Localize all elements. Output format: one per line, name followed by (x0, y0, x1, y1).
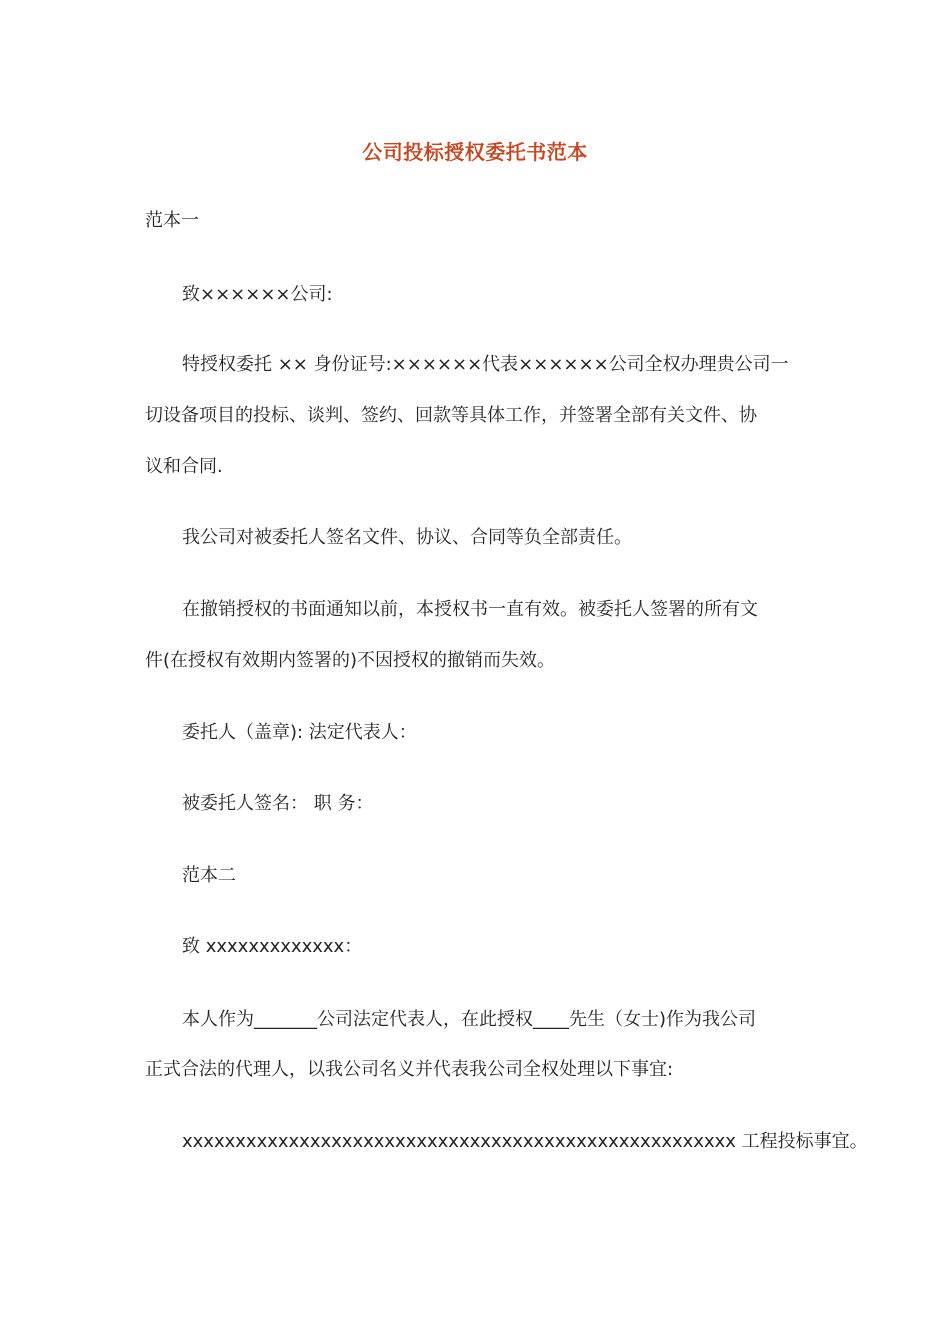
addressee-x: 致 xxxxxxxxxxxxx： (182, 936, 363, 957)
authorization-paragraph-line-1: 特授权委托 ×× 身份证号:××××××代表××××××公司全权办理贵公司一 (182, 354, 789, 375)
authorization-paragraph-line-2: 切设备项目的投标、谈判、签约、回款等具体工作，并签署全部有关文件、协 (145, 405, 757, 426)
principal-signature-line: 委托人（盖章): 法定代表人： (182, 722, 417, 743)
validity-paragraph-line-1: 在撤销授权的书面通知以前，本授权书一直有效。被委托人签署的所有文 (182, 599, 758, 620)
responsibility-paragraph: 我公司对被委托人签名文件、协议、合同等负全部责任。 (182, 527, 632, 548)
sample-two-heading: 范本二 (182, 865, 236, 886)
representative-paragraph-line-2: 正式合法的代理人，以我公司名义并代表我公司全权处理以下事宜: (145, 1059, 674, 1080)
sample-one-heading: 范本一 (145, 210, 199, 231)
representative-paragraph-line-1: 本人作为_______公司法定代表人，在此授权____先生（女士)作为我公司 (182, 1009, 757, 1030)
validity-paragraph-line-2: 件(在授权有效期内签署的)不因授权的撤销而失效。 (145, 650, 556, 671)
agent-signature-line: 被委托人签名： 职 务： (182, 793, 374, 814)
authorization-paragraph-line-3: 议和合同. (145, 456, 223, 477)
project-bidding-line: xxxxxxxxxxxxxxxxxxxxxxxxxxxxxxxxxxxxxxxxxxxxxxxxxxxx 工程投标事宜。 (182, 1131, 868, 1152)
document-title: 公司投标授权委托书范本 (362, 140, 588, 164)
addressee-company: 致××××××公司: (182, 284, 333, 305)
